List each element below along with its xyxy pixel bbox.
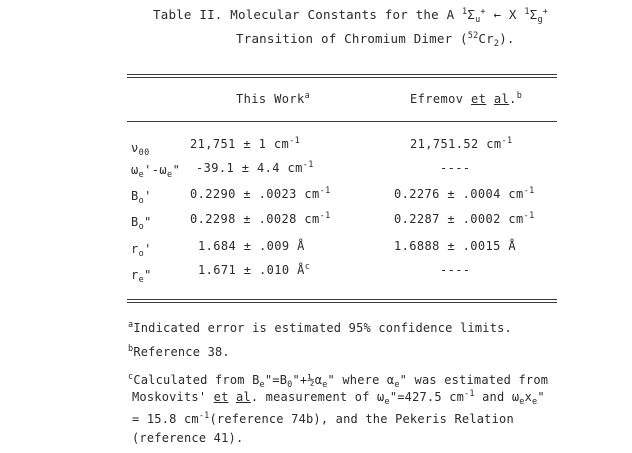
param-re-lower: $r_e$": [131, 268, 152, 285]
value-efremov: 0.2276 ± .0004 $cm^{-1}$: [394, 186, 535, 201]
value-this-work: 1.671 ± .010 $Å^c$: [198, 262, 311, 277]
param-r0-upper: $r_o'$: [131, 242, 152, 259]
header-this-work: This Work$^a$: [236, 91, 311, 106]
header-efremov: Efremov et al.$^b$: [410, 91, 523, 106]
bottom-rule-2: [127, 302, 557, 303]
value-this-work: 0.2290 ± .0023 $cm^{-1}$: [190, 186, 331, 201]
table-caption-line1: Table II. Molecular Constants for the A $^1\Sigma_u^+$ ← X $^1\Sigma_g^+$: [153, 7, 549, 25]
footnote-c-line3: = 15.8 $cm^{-1}(reference$ 74b), and the Pekeris Relation: [132, 411, 514, 426]
value-efremov: 1.6888 ± .0015 Å: [394, 239, 516, 253]
value-this-work: 21,751 ± 1 $cm^{-1}$: [190, 136, 301, 151]
value-this-work: 0.2298 ± .0028 $cm^{-1}$: [190, 211, 331, 226]
value-this-work: -39.1 ± 4.4 $cm^{-1}$: [196, 160, 314, 175]
footnote-c-line1: $^c$Calculated from $B_e"=B_0"+\frac{1}{2}\alpha_e$" where $\alpha_e$" was estimated from: [128, 372, 549, 390]
top-rule-2: [127, 77, 557, 78]
footnote-c-line2: Moskovits' et al. measurement of $\omega_e"=427.5$ $cm^{-1}$ and $\omega_ex_e$": [132, 389, 545, 407]
param-omega-diff: $\omega_e'-\omega_e$": [131, 163, 181, 180]
footnote-a: $^a$Indicated error is estimated 95% confidence limits.: [128, 320, 512, 335]
bottom-rule: [127, 299, 557, 300]
value-efremov: 0.2287 ± .0002 $cm^{-1}$: [394, 211, 535, 226]
footnote-c-line4: (reference 41).: [132, 431, 244, 445]
param-b0-upper: $B_o'$: [131, 189, 152, 206]
value-efremov: ----: [440, 263, 471, 277]
value-efremov: ----: [440, 161, 471, 175]
header-rule: [127, 121, 557, 122]
param-nu00: $\nu_{00}$: [131, 141, 150, 158]
table-caption-line2: Transition of Chromium Dimer $(^{52}Cr_2)$.: [236, 31, 515, 49]
param-b0-lower: $B_o$": [131, 215, 152, 232]
top-rule: [127, 74, 557, 75]
value-efremov: 21,751.52 $cm^{-1}$: [410, 136, 513, 151]
footnote-b: $^b$Reference 38.: [128, 344, 230, 359]
value-this-work: 1.684 ± .009 Å: [198, 239, 305, 253]
